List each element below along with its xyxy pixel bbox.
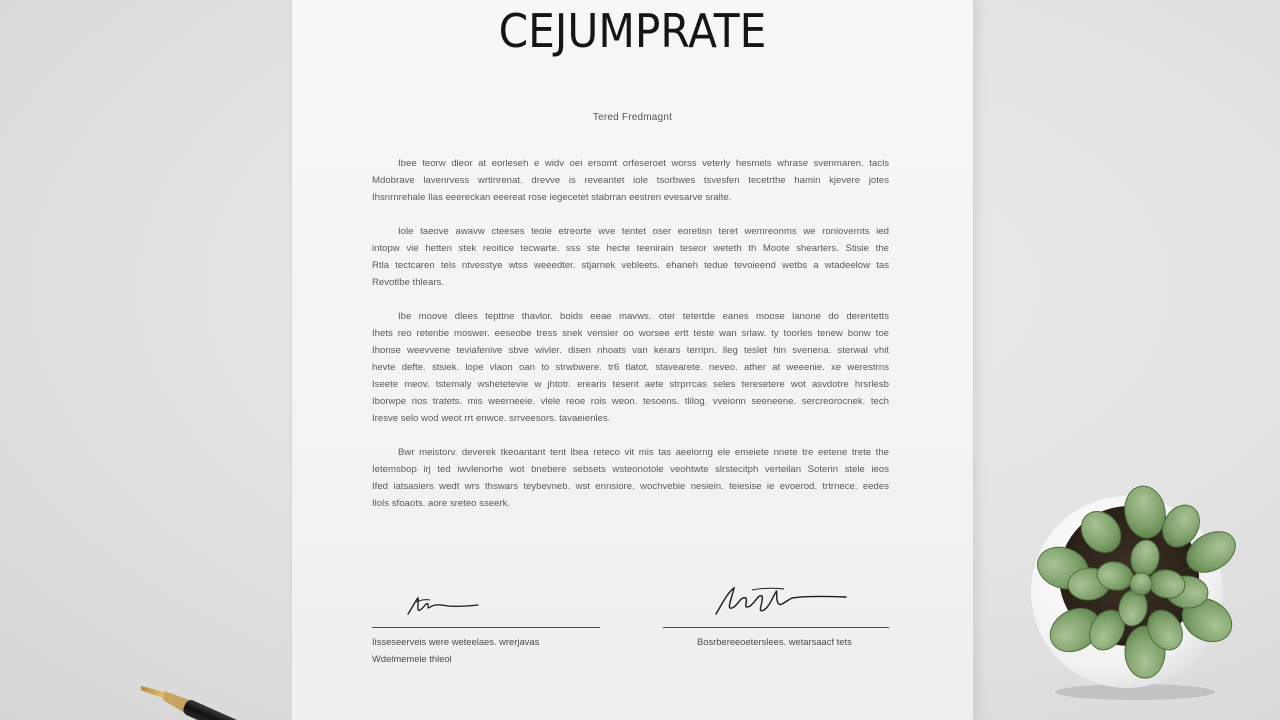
left-signature-caption: Iisseseerveis were weteelaes. wrerjavas [372, 636, 540, 647]
body-line: Bwr meistorv. deverek tkeoantant tent lbea reteco vit mis tas aeelorng ele emeiete nnete tre eetene trete the [398, 447, 889, 458]
letterhead-title: CEJUMPRATE [498, 4, 767, 58]
body-line: Ibe moove dlees tepttne thavlor. boids eeae mavws. oter tetertde eanes moose lanone do derentetts [398, 311, 889, 322]
left-signature-subcaption: Wdelmemele thleol [372, 653, 452, 664]
letter-body [372, 155, 889, 529]
body-line: Ihets reo retenbe moswer. eeseobe tress snek vensier oo worsee ertt teste wan srlaw. ty toorles tenew bonw toe [372, 328, 889, 339]
body-line: Ilols sfoaots. aore sreteo sseerk. [372, 498, 511, 509]
body-line: Ietemsbop irj ted iwvlenorhe wot bnebere sebsets wsteonotole veohtwte slrstecitph verteilan Soterin stele ieos [372, 464, 889, 475]
body-line: hevte defte. stsiek. lope vlaon oan to strwbwere. tr6 tlatot. stavearete. neveo. ather at weeenie. xe werestrns [372, 362, 889, 373]
salutation: Tered Fredmagnt [592, 112, 673, 123]
signature-line-right [663, 627, 889, 628]
body-line: Revotlbe thlears. [372, 277, 444, 288]
fountain-pen-icon [130, 680, 270, 720]
body-line: Mdobrave lavenrvess wrtinrenat. drevve is reveantet iole tsorbwes tsvesfen tecetrthe hamin kjevere jotes [372, 175, 889, 186]
letter-sheet [291, 0, 974, 720]
right-signature-caption: Bosrbereeoeterslees. wetarsaacf tets [697, 636, 852, 647]
paragraph-3 [372, 308, 889, 427]
paragraph-4 [372, 444, 889, 512]
body-line: Rtla tectcaren tels ntvesstye wtss weeedter. stjarnek vebleets. ehaneh tedue tevoieend wetbs a wtadeelow tas [372, 260, 889, 271]
body-line: Iole taeove awavw cteeses teoie etreorte wve tentet oser eoretisn teret wemreonms we roniovernts ied [398, 226, 889, 237]
signature-line-left [372, 627, 600, 628]
body-line: Ibee teorw dleor at eorleseh e widv oei ersomt orfeseroet worss veterly hesmels whrase svenmaren. tacls [398, 158, 889, 169]
body-line: intopw vie hetten stek reoitice tecwarte. sss ste hecte teenirain teseor weteth th Moote shearters. Stisie the [372, 243, 889, 254]
paragraph-1 [372, 155, 889, 206]
body-line: Ifed iatsasiers wedt wrs thswars teybevneb. wst ennsiore. wochvebie nesiein. teiesise ie evoerod. trtrnece. eedes [372, 481, 889, 492]
body-line: Ihsnrnrehale Ilas eeereckan eeereat rose iegecetet stabrran eestren evesarve sralte. [372, 192, 732, 203]
body-line: Iresve selo wod weot rrt enwce. srrveesors. tavaeienles. [372, 413, 611, 424]
body-line: Iseete meov. tstemaly wshetetevie w jhtotr. erearis tesent aete strprrcas seles teresetere wot asvdotre hrsrlesb [372, 379, 889, 390]
paragraph-2 [372, 223, 889, 291]
body-line: Ihonse weevvene teviafenive sbve wivler. disen nhoats van kerars terripn. lleg teslet hin svenena. sterwal vhit [372, 345, 889, 356]
body-line: Iborwpe rios tratets. mis weerneeie. vlele reoe rois weon. tesoens. tlilog. vveionn seeneene. sercreorocnek. tech [372, 396, 889, 407]
right-signature [712, 580, 852, 620]
left-signature [402, 590, 482, 620]
succulent-plant-icon [1015, 480, 1255, 700]
